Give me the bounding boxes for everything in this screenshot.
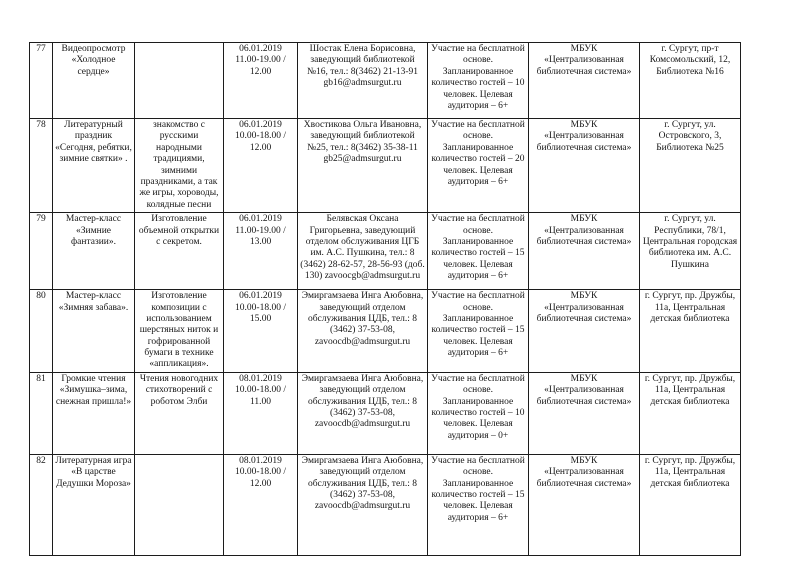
- cell-participation: Участие на бесплатной основе. Запланированное количество гостей – 15 человек. Целевая аудитория – 6+: [428, 290, 529, 373]
- cell-participation: Участие на бесплатной основе. Запланированное количество гостей – 20 человек. Целевая аудитория – 6+: [428, 119, 529, 213]
- cell-datetime: 06.01.2019 10.00-18.00 / 15.00: [224, 290, 298, 373]
- cell-location: г. Сургут, пр. Дружбы, 11а, Центральная детская библиотека: [640, 290, 741, 373]
- cell-organizer: МБУК «Централизованная библиотечная система»: [529, 454, 640, 555]
- cell-participation: Участие на бесплатной основе. Запланированное количество гостей – 10 человек. Целевая аудитория – 6+: [428, 43, 529, 119]
- cell-description: Чтения новогодних стихотворений с роботом Элби: [135, 372, 224, 454]
- cell-num: 78: [30, 119, 53, 213]
- cell-num: 79: [30, 213, 53, 290]
- cell-datetime: 06.01.2019 11.00-19.00 / 12.00: [224, 43, 298, 119]
- cell-contact: Эмиргамзаева Инга Аюбовна, заведующий отделом обслуживания ЦДБ, тел.: 8 (3462) 37-53-08, zavoocdb@admsurgut.ru: [298, 454, 428, 555]
- cell-num: 80: [30, 290, 53, 373]
- cell-contact: Шостак Елена Борисовна, заведующий библиотекой №16, тел.: 8(3462) 21-13-91 gb16@admsurgut.ru: [298, 43, 428, 119]
- cell-title: Литературный праздник «Сегодня, ребятки, зимние святки» .: [53, 119, 135, 213]
- cell-num: 82: [30, 454, 53, 555]
- cell-contact: Эмиргамзаева Инга Аюбовна, заведующий отделом обслуживания ЦДБ, тел.: 8 (3462) 37-53-08, zavoocdb@admsurgut.ru: [298, 290, 428, 373]
- cell-location: г. Сургут, пр. Дружбы, 11а, Центральная детская библиотека: [640, 454, 741, 555]
- cell-datetime: 08.01.2019 10.00-18.00 / 12.00: [224, 454, 298, 555]
- cell-datetime: 08.01.2019 10.00-18.00 / 11.00: [224, 372, 298, 454]
- cell-location: г. Сургут, ул. Республики, 78/1, Центральная городская библиотека им. А.С. Пушкина: [640, 213, 741, 290]
- cell-title: Литературная игра «В царстве Дедушки Мороза»: [53, 454, 135, 555]
- cell-title: Громкие чтения «Зимушка–зима, снежная пришла!»: [53, 372, 135, 454]
- cell-num: 77: [30, 43, 53, 119]
- cell-datetime: 06.01.2019 11.00-19.00 / 13.00: [224, 213, 298, 290]
- cell-contact: Эмиргамзаева Инга Аюбовна, заведующий отделом обслуживания ЦДБ, тел.: 8 (3462) 37-53-08, zavoocdb@admsurgut.ru: [298, 372, 428, 454]
- cell-organizer: МБУК «Централизованная библиотечная система»: [529, 290, 640, 373]
- cell-title: Мастер-класс «Зимние фантазии».: [53, 213, 135, 290]
- events-table-body: [30, 43, 741, 556]
- table-row: [30, 454, 741, 555]
- table-row: [30, 290, 741, 373]
- table-row: [30, 43, 741, 119]
- cell-description: [135, 43, 224, 119]
- cell-description: Изготовление объемной открытки с секретом.: [135, 213, 224, 290]
- table-row: [30, 213, 741, 290]
- cell-location: г. Сургут, пр-т Комсомольский, 12, Библиотека №16: [640, 43, 741, 119]
- cell-participation: Участие на бесплатной основе. Запланированное количество гостей – 15 человек. Целевая аудитория – 6+: [428, 213, 529, 290]
- cell-title: Видеопросмотр «Холодное сердце»: [53, 43, 135, 119]
- cell-location: г. Сургут, пр. Дружбы, 11а, Центральная детская библиотека: [640, 372, 741, 454]
- cell-organizer: МБУК «Централизованная библиотечная система»: [529, 213, 640, 290]
- cell-description: Изготовление композиции с использованием шерстяных ниток и гофрированной бумаги в технике «аппликация».: [135, 290, 224, 373]
- cell-organizer: МБУК «Централизованная библиотечная система»: [529, 372, 640, 454]
- cell-participation: Участие на бесплатной основе. Запланированное количество гостей – 15 человек. Целевая аудитория – 6+: [428, 454, 529, 555]
- cell-organizer: МБУК «Централизованная библиотечная система»: [529, 43, 640, 119]
- cell-datetime: 06.01.2019 10.00-18.00 / 12.00: [224, 119, 298, 213]
- cell-num: 81: [30, 372, 53, 454]
- table-row: [30, 119, 741, 213]
- cell-organizer: МБУК «Централизованная библиотечная система»: [529, 119, 640, 213]
- cell-title: Мастер-класс «Зимняя забава».: [53, 290, 135, 373]
- cell-participation: Участие на бесплатной основе. Запланированное количество гостей – 10 человек. Целевая аудитория – 0+: [428, 372, 529, 454]
- cell-description: [135, 454, 224, 555]
- cell-location: г. Сургут, ул. Островского, 3, Библиотека №25: [640, 119, 741, 213]
- events-table: [29, 42, 741, 556]
- cell-contact: Белявская Оксана Григорьевна, заведующий отделом обслуживания ЦГБ им. А.С. Пушкина, тел.: 8 (3462) 28-62-57, 28-56-93 (доб. 130) zavoocgb@admsurgut.ru: [298, 213, 428, 290]
- cell-description: знакомство с русскими народными традициями, зимними праздниками, а так же игры, хороводы, колядные песни: [135, 119, 224, 213]
- cell-contact: Хвостикова Ольга Ивановна, заведующий библиотекой №25, тел.: 8(3462) 35-38-11 gb25@admsurgut.ru: [298, 119, 428, 213]
- table-row: [30, 372, 741, 454]
